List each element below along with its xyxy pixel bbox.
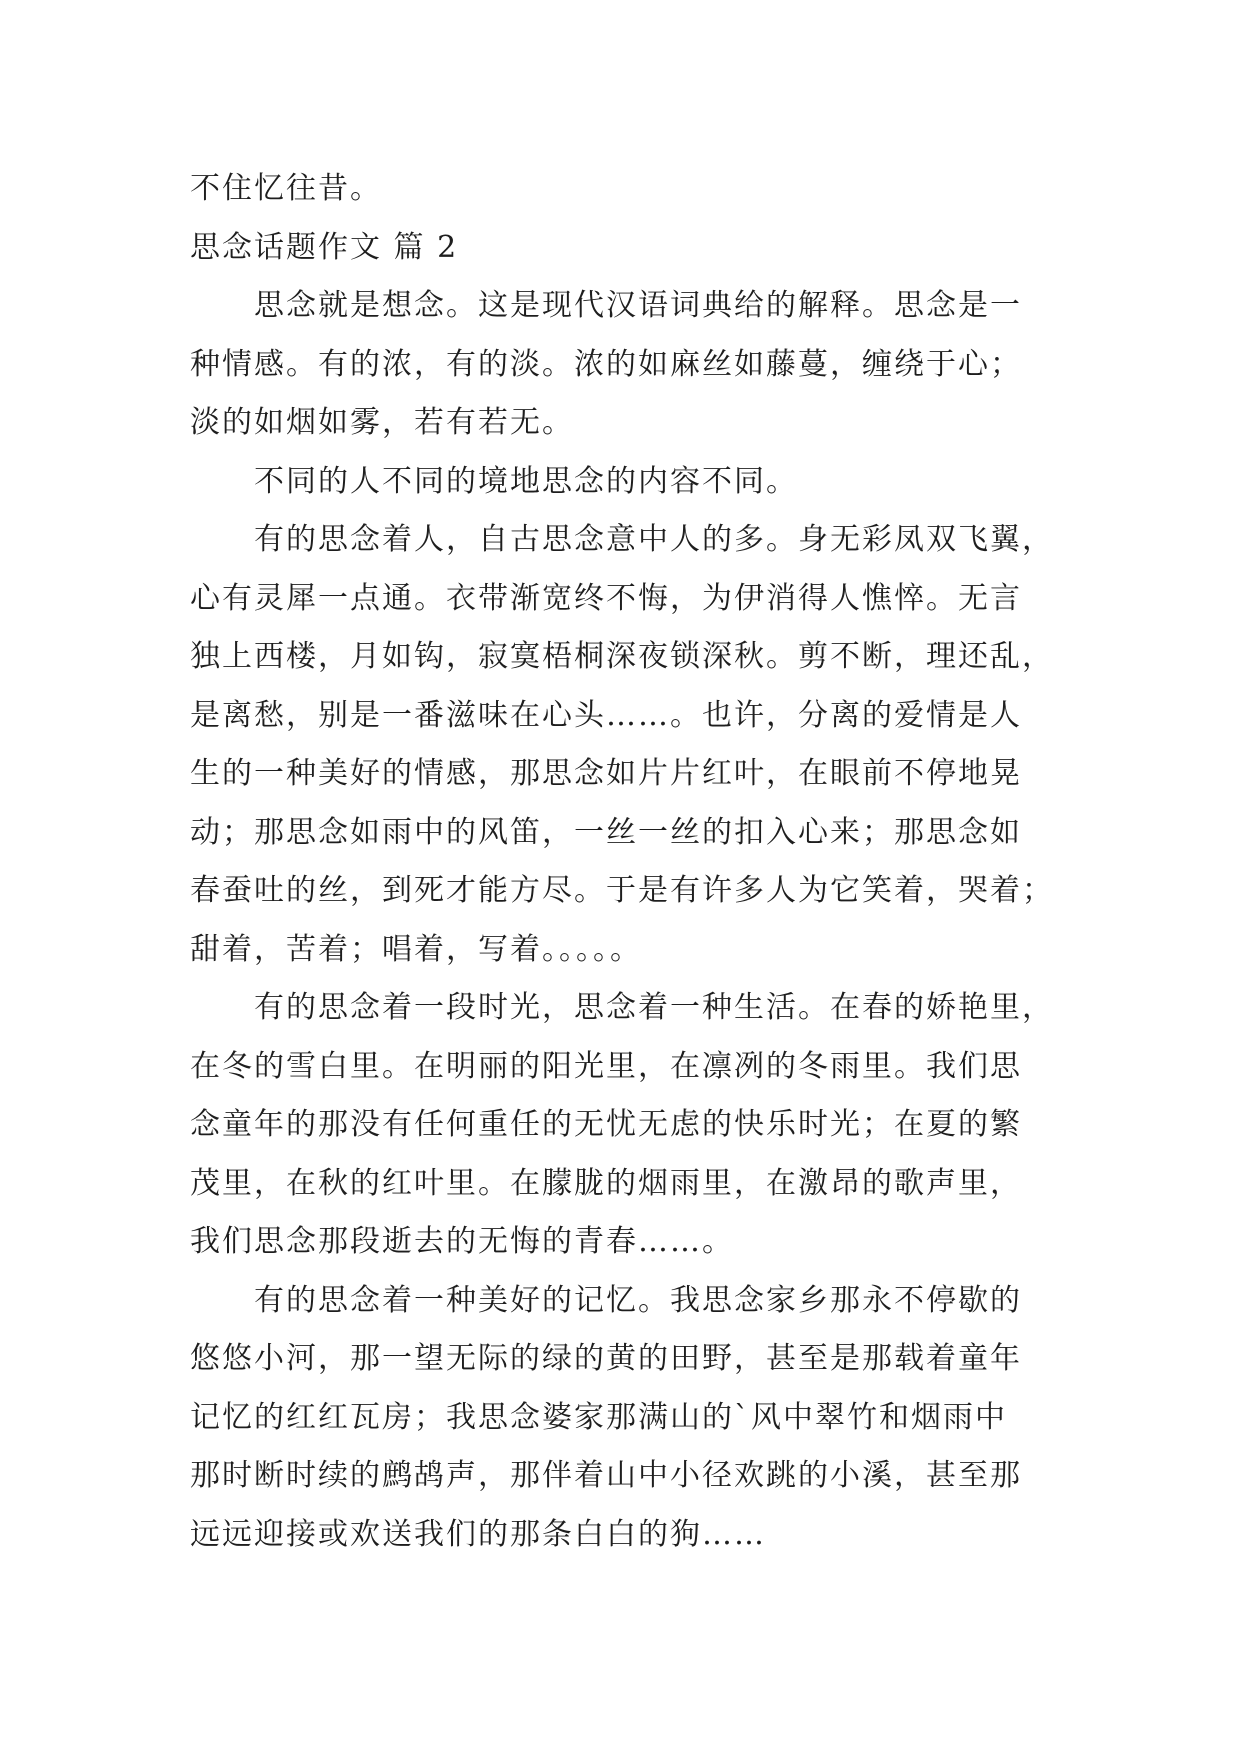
paragraph-line: 甜着，苦着；唱着，写着。。。。。	[190, 931, 642, 967]
paragraph-line: 我们思念那段逝去的无悔的青春……。	[190, 1224, 734, 1259]
paragraph-line: 悠悠小河，那一望无际的绿的黄的田野，甚至是那载着童年	[190, 1341, 1022, 1376]
paragraph-line: 心有灵犀一点通。衣带渐宽终不悔，为伊消得人憔悴。无言	[190, 580, 1022, 616]
paragraph-line: 有的思念着一段时光，思念着一种生活。在春的娇艳里，	[254, 990, 1054, 1025]
text-line: 不住忆往昔。	[190, 171, 382, 206]
paragraph-line: 种情感。有的浓，有的淡。浓的如麻丝如藤蔓，缠绕于心；	[190, 346, 1022, 382]
paragraph-line: 念童年的那没有任何重任的无忧无虑的快乐时光；在夏的繁	[190, 1107, 1022, 1142]
paragraph-line: 有的思念着人，自古思念意中人的多。身无彩凤双飞翼，	[254, 522, 1054, 557]
paragraph-line: 记忆的红红瓦房；我思念婆家那满山的`风中翠竹和烟雨中	[190, 1399, 1007, 1435]
paragraph-line: 思念就是想念。这是现代汉语词典给的解释。思念是一	[254, 288, 1022, 323]
paragraph-line: 独上西楼，月如钩，寂寞梧桐深夜锁深秋。剪不断，理还乱，	[190, 639, 1054, 674]
paragraph-line: 动；那思念如雨中的风笛，一丝一丝的扣入心来；那思念如	[190, 814, 1022, 850]
paragraph-line: 茂里，在秋的红叶里。在朦胧的烟雨里，在激昂的歌声里，	[190, 1165, 1022, 1201]
paragraph-line: 春蚕吐的丝，到死才能方尽。于是有许多人为它笑着，哭着；	[190, 873, 1054, 908]
section-heading: 思念话题作文 篇 2	[190, 229, 459, 265]
paragraph-line: 是离愁，别是一番滋味在心头……。也许，分离的爱情是人	[190, 697, 1022, 733]
document-page	[190, 160, 1052, 1564]
paragraph-line: 生的一种美好的情感，那思念如片片红叶，在眼前不停地晃	[190, 756, 1022, 791]
paragraph-line: 不同的人不同的境地思念的内容不同。	[254, 463, 798, 499]
paragraph-line: 有的思念着一种美好的记忆。我思念家乡那永不停歇的	[254, 1282, 1022, 1318]
paragraph-line: 那时断时续的鹧鸪声，那伴着山中小径欢跳的小溪，甚至那	[190, 1458, 1022, 1493]
paragraph-line: 远远迎接或欢送我们的那条白白的狗……	[190, 1516, 766, 1552]
paragraph-line: 在冬的雪白里。在明丽的阳光里，在凛冽的冬雨里。我们思	[190, 1048, 1022, 1084]
paragraph-line: 淡的如烟如雾，若有若无。	[190, 405, 574, 440]
